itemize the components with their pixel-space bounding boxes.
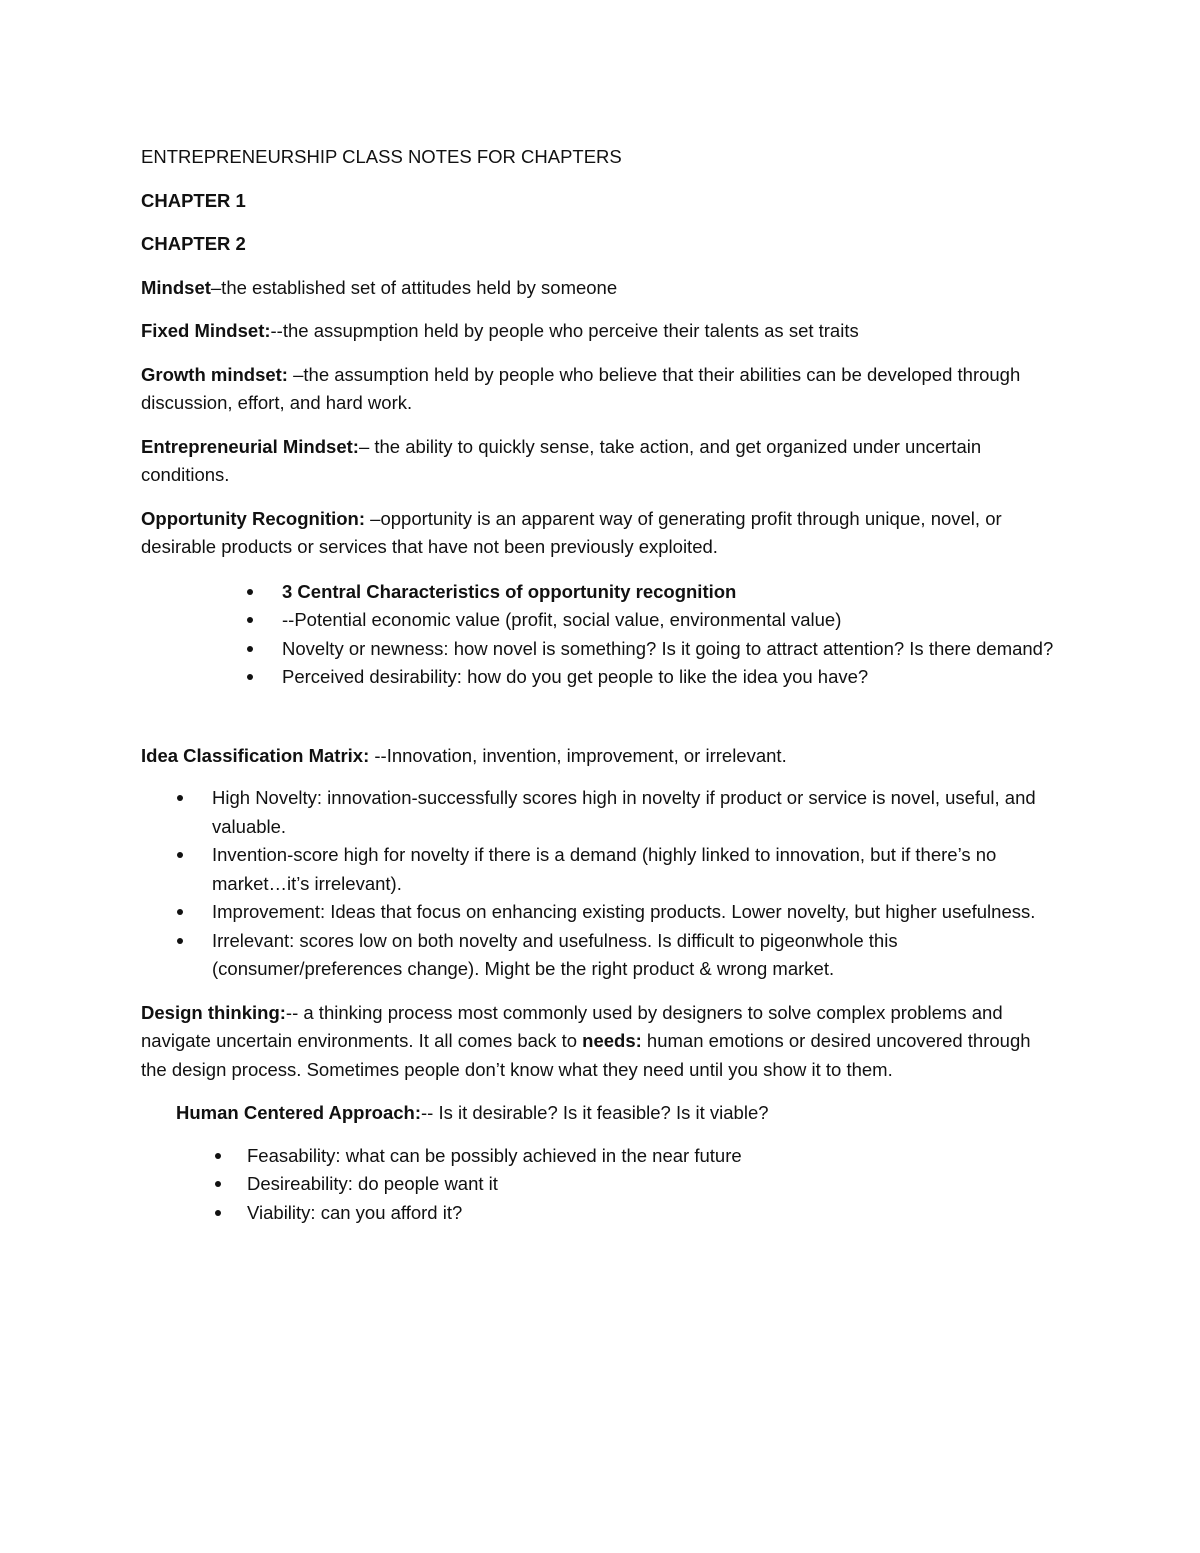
definition-entrepreneurial-mindset bbox=[141, 433, 1056, 490]
bullet-icon bbox=[215, 1210, 221, 1216]
definition-text: --the assupmption held by people who perceive their talents as set traits bbox=[270, 320, 859, 341]
definition-text: –opportunity is an apparent way of generating profit through unique, novel, or desirable products or services that have not been previously exploited. bbox=[141, 507, 1002, 557]
list-item-text: Perceived desirability: how do you get people to like the idea you have? bbox=[282, 666, 869, 687]
definition-text: -- a thinking process most commonly used by designers to solve complex problems and navigate uncertain environments. It all comes back to bbox=[141, 1001, 1003, 1051]
list-item bbox=[141, 606, 1056, 635]
definition-text: human emotions or desired uncovered through the design process. Sometimes people don’t know what they need until you show it to them. bbox=[141, 1030, 1031, 1080]
chapter-2-heading: CHAPTER 2 bbox=[141, 233, 246, 254]
definition-growth-mindset bbox=[141, 361, 1056, 418]
bullet-icon bbox=[247, 617, 253, 623]
bullet-icon bbox=[177, 909, 183, 915]
list-item bbox=[141, 1199, 1056, 1228]
definition-text: --Innovation, invention, improvement, or irrelevant. bbox=[369, 744, 787, 766]
bullet-icon bbox=[215, 1153, 221, 1159]
bullet-icon bbox=[177, 852, 183, 858]
definition-text: –the assumption held by people who believe that their abilities can be developed through discussion, effort, and hard work. bbox=[141, 363, 1021, 413]
term-label: Growth mindset: bbox=[141, 363, 288, 385]
list-item-text: 3 Central Characteristics of opportunity recognition bbox=[282, 580, 737, 602]
bullet-icon bbox=[215, 1181, 221, 1187]
term-label: Fixed Mindset: bbox=[141, 320, 271, 341]
document-body bbox=[141, 143, 1056, 1227]
list-item-text: Irrelevant: scores low on both novelty and usefulness. Is difficult to pigeonwhole this (consumer/preferences change). Might be the right product & wrong market. bbox=[212, 929, 898, 979]
bullet-icon bbox=[177, 938, 183, 944]
human-centered-approach bbox=[141, 1099, 1056, 1128]
term-label: Human Centered Approach: bbox=[176, 1102, 421, 1123]
definition-mindset bbox=[141, 274, 1056, 303]
list-item bbox=[141, 898, 1056, 927]
list-item-text: Feasability: what can be possibly achieved in the near future bbox=[247, 1144, 742, 1166]
list-item-text: --Potential economic value (profit, social value, environmental value) bbox=[282, 609, 842, 630]
bullet-icon bbox=[247, 674, 253, 680]
definition-fixed-mindset bbox=[141, 317, 1056, 346]
list-item bbox=[141, 635, 1056, 664]
list-item bbox=[141, 663, 1056, 692]
document-title: ENTREPRENEURSHIP CLASS NOTES FOR CHAPTERS bbox=[141, 146, 622, 167]
list-item-text: High Novelty: innovation-successfully scores high in novelty if product or service is novel, useful, and valuable. bbox=[212, 787, 1036, 837]
list-item-text: Improvement: Ideas that focus on enhancing existing products. Lower novelty, but higher usefulness. bbox=[212, 901, 1036, 922]
definition-text: – the ability to quickly sense, take action, and get organized under uncertain conditions. bbox=[141, 435, 982, 485]
list-item bbox=[141, 1170, 1056, 1199]
term-label: Design thinking: bbox=[141, 1001, 286, 1023]
human-centered-list bbox=[141, 1142, 1056, 1228]
blank-line bbox=[141, 692, 1056, 720]
term-label: Entrepreneurial Mindset: bbox=[141, 435, 359, 457]
list-item-text: Desireability: do people want it bbox=[247, 1173, 498, 1194]
list-item bbox=[141, 784, 1056, 841]
chapter-1-heading: CHAPTER 1 bbox=[141, 189, 246, 211]
idea-classification-list bbox=[141, 784, 1056, 984]
list-item bbox=[141, 927, 1056, 984]
definition-text: -- Is it desirable? Is it feasible? Is it viable? bbox=[420, 1102, 769, 1123]
term-label: Opportunity Recognition: bbox=[141, 507, 366, 529]
list-item bbox=[141, 578, 1056, 607]
bullet-icon bbox=[247, 646, 253, 652]
design-thinking-paragraph bbox=[141, 999, 1056, 1085]
opportunity-characteristics-list bbox=[141, 578, 1056, 692]
term-label: Mindset bbox=[141, 276, 211, 298]
definition-text: –the established set of attitudes held by someone bbox=[210, 276, 618, 298]
needs-label: needs: bbox=[582, 1030, 642, 1051]
definition-opportunity-recognition bbox=[141, 505, 1056, 562]
list-item-text: Novelty or newness: how novel is something? Is it going to attract attention? Is there demand? bbox=[282, 637, 1054, 659]
list-item bbox=[141, 841, 1056, 898]
list-item-text: Viability: can you afford it? bbox=[247, 1201, 463, 1223]
idea-classification-matrix bbox=[141, 742, 1056, 771]
bullet-icon bbox=[247, 589, 253, 595]
term-label: Idea Classification Matrix: bbox=[141, 744, 370, 766]
bullet-icon bbox=[177, 795, 183, 801]
list-item bbox=[141, 1142, 1056, 1171]
list-item-text: Invention-score high for novelty if there is a demand (highly linked to innovation, but if there’s no market…it’s irrelevant). bbox=[212, 844, 997, 894]
